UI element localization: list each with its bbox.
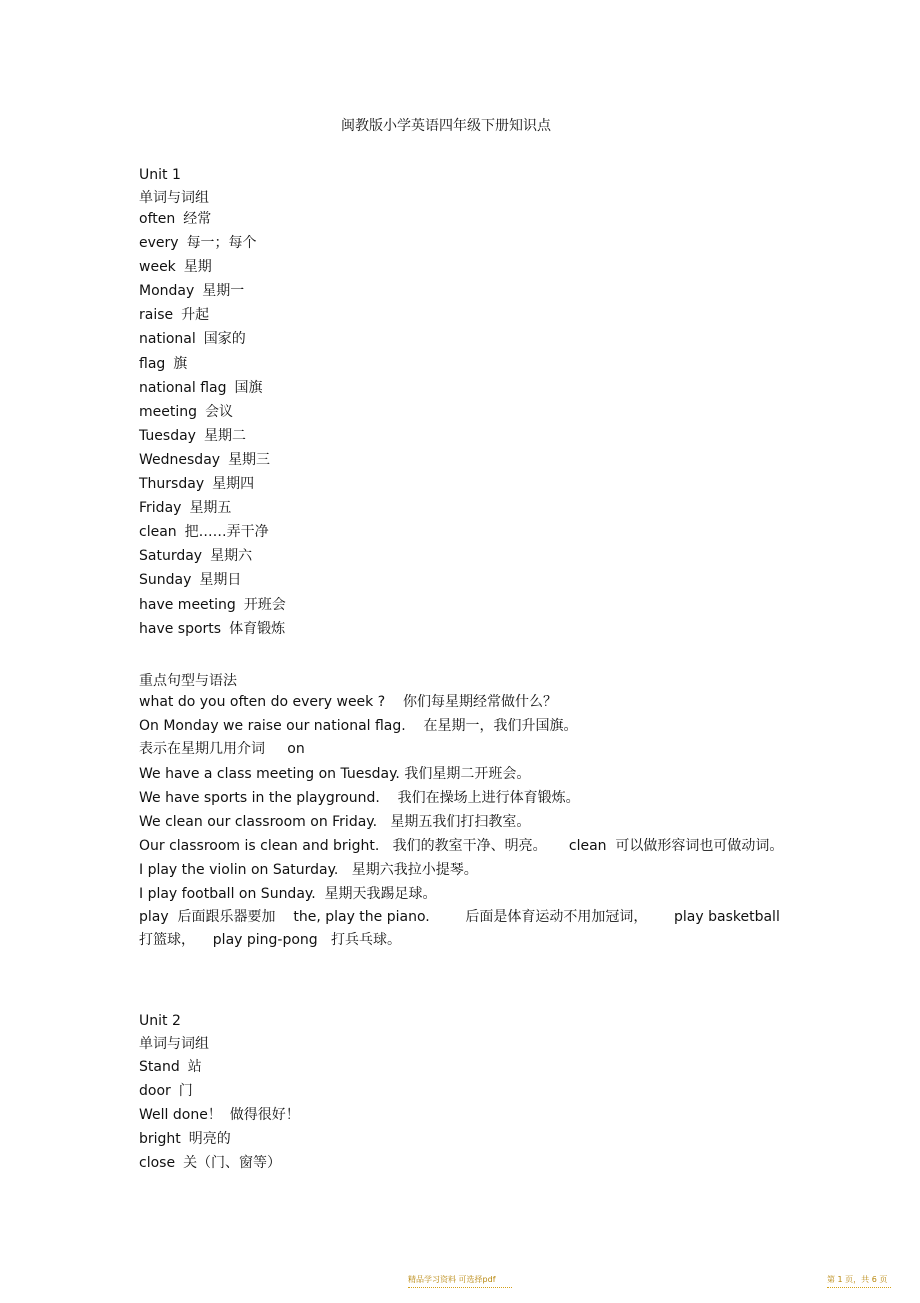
vocab-row: Monday 星期一 xyxy=(139,283,245,300)
page-number: 第 1 页，共 6 页 xyxy=(827,1275,888,1284)
grammar-line: I play the violin on Saturday. 星期六我拉小提琴。 xyxy=(139,862,478,879)
unit1-section xyxy=(139,166,799,641)
grammar-paragraph: play 后面跟乐器要加 the, play the piano. 后面是体育运动不用加冠词， play basketball 打篮球， play ping-pong 打兵乓球。 xyxy=(139,909,794,948)
grammar-line: We have a class meeting on Tuesday. 我们星期二开班会。 xyxy=(139,765,531,782)
vocab-row: national 国家的 xyxy=(139,331,246,348)
grammar-line: 表示在星期几用介词 on xyxy=(139,741,305,758)
unit1-grammar-section xyxy=(139,672,799,951)
document-title: 闽教版小学英语四年级下册知识点 xyxy=(341,118,551,134)
unit2-vocab-heading: 单词与词组 xyxy=(139,1036,209,1052)
unit1-vocab-list xyxy=(139,207,799,641)
unit2-vocab-list xyxy=(139,1055,799,1175)
unit1-heading: Unit 1 xyxy=(139,167,181,183)
vocab-row: Saturday 星期六 xyxy=(139,548,253,565)
vocab-row: meeting 会议 xyxy=(139,403,234,420)
unit2-section xyxy=(139,1012,799,1175)
vocab-row: Sunday 星期日 xyxy=(139,572,242,589)
grammar-line: We clean our classroom on Friday. 星期五我们打扫教室。 xyxy=(139,813,531,830)
vocab-row: Stand 站 xyxy=(139,1059,202,1075)
vocab-row: have meeting 开班会 xyxy=(139,596,286,613)
vocab-row: week 星期 xyxy=(139,259,212,276)
vocab-row: bright 明亮的 xyxy=(139,1131,231,1148)
vocab-row: often 经常 xyxy=(139,211,212,227)
vocab-row: Thursday 星期四 xyxy=(139,476,255,493)
vocab-row: close 关（门、窗等） xyxy=(139,1155,282,1172)
vocab-row: Wednesday 星期三 xyxy=(139,451,271,468)
unit2-heading: Unit 2 xyxy=(139,1013,181,1029)
unit1-vocab-heading: 单词与词组 xyxy=(139,190,209,206)
unit1-grammar-list xyxy=(139,690,799,951)
vocab-row: national flag 国旗 xyxy=(139,379,263,396)
vocab-row: Tuesday 星期二 xyxy=(139,427,246,444)
footer-watermark: 精品学习资料 可选择pdf xyxy=(408,1275,496,1284)
grammar-line: On Monday we raise our national flag. 在星期一，我们升国旗。 xyxy=(139,718,578,735)
vocab-row: clean 把……弄干净 xyxy=(139,524,269,541)
grammar-line: I play football on Sunday. 星期天我踢足球。 xyxy=(139,886,437,903)
footer-dots-left xyxy=(408,1287,512,1288)
footer-dots-right xyxy=(827,1287,891,1288)
grammar-line: what do you often do every week ? 你们每星期经常做什么？ xyxy=(139,694,557,710)
vocab-row: Well done！ 做得很好！ xyxy=(139,1107,300,1124)
vocab-row: raise 升起 xyxy=(139,307,210,324)
vocab-row: Friday 星期五 xyxy=(139,500,232,517)
grammar-line: Our classroom is clean and bright. 我们的教室干净、明亮。 clean 可以做形容词也可做动词。 xyxy=(139,837,784,854)
vocab-row: have sports 体育锻炼 xyxy=(139,620,286,637)
vocab-row: every 每一；每个 xyxy=(139,235,257,252)
vocab-row: flag 旗 xyxy=(139,355,188,372)
unit1-grammar-heading: 重点句型与语法 xyxy=(139,673,237,689)
grammar-line: We have sports in the playground. 我们在操场上进行体育锻炼。 xyxy=(139,789,580,806)
vocab-row: door 门 xyxy=(139,1083,193,1100)
